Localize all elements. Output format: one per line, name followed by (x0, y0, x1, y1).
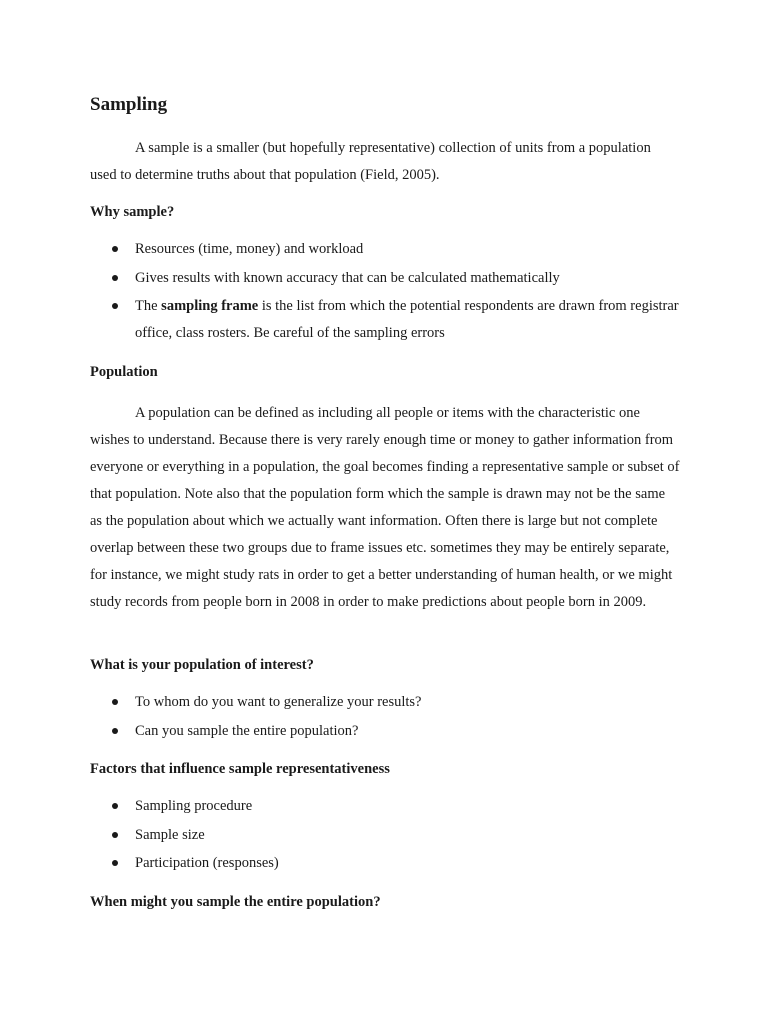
list-item: To whom do you want to generalize your results? (90, 689, 680, 716)
list-item: Sampling procedure (90, 793, 680, 820)
list-item: Resources (time, money) and workload (90, 236, 680, 263)
bullet-icon (112, 860, 118, 866)
interest-list (90, 689, 680, 746)
bullet-icon (112, 728, 118, 734)
factors-list (90, 793, 680, 879)
intro-text: A sample is a smaller (but hopefully representative) collection of units from a population used to determine truths about that population (Field, 2005). (90, 140, 651, 183)
bullet-icon (112, 246, 118, 252)
sampling-frame-term: sampling frame (161, 298, 259, 314)
why-sample-list (90, 236, 680, 349)
bullet-icon (112, 699, 118, 705)
population-heading: Population (90, 364, 158, 380)
list-item: Can you sample the entire population? (90, 718, 680, 745)
bullet-icon (112, 303, 118, 309)
why-sample-heading: Why sample? (90, 204, 175, 220)
list-item: Gives results with known accuracy that can be calculated mathematically (90, 265, 680, 292)
entire-population-heading: When might you sample the entire population? (90, 894, 381, 910)
bullet-icon (112, 832, 118, 838)
list-item: The sampling frame is the list from which the potential respondents are drawn from registrar office, class rosters. Be careful of the sampling errors (90, 293, 680, 347)
population-text: A population can be defined as including all people or items with the characteristic one wishes to understand. Because there is very rarely enough time or money to gather information from everyone or everything in a population, the goal becomes finding a representative sample or subset of that population. Note also that the population form which the sample is drawn may not be the same as the population about which we actually want information. Often there is large but not complete overlap between these two groups due to frame issues etc. sometimes they may be entirely separate, for instance, we might study rats in order to get a better understanding of human health, or we might study records from people born in 2008 in order to make predictions about people born in 2009. (90, 405, 680, 610)
list-item: Sample size (90, 822, 680, 849)
page-title: Sampling (90, 94, 168, 115)
bullet-icon (112, 803, 118, 809)
factors-heading: Factors that influence sample representativeness (90, 761, 390, 777)
intro-paragraph (90, 135, 680, 189)
interest-heading: What is your population of interest? (90, 657, 314, 673)
list-item: Participation (responses) (90, 850, 680, 877)
bullet-icon (112, 275, 118, 281)
population-paragraph (90, 400, 680, 616)
